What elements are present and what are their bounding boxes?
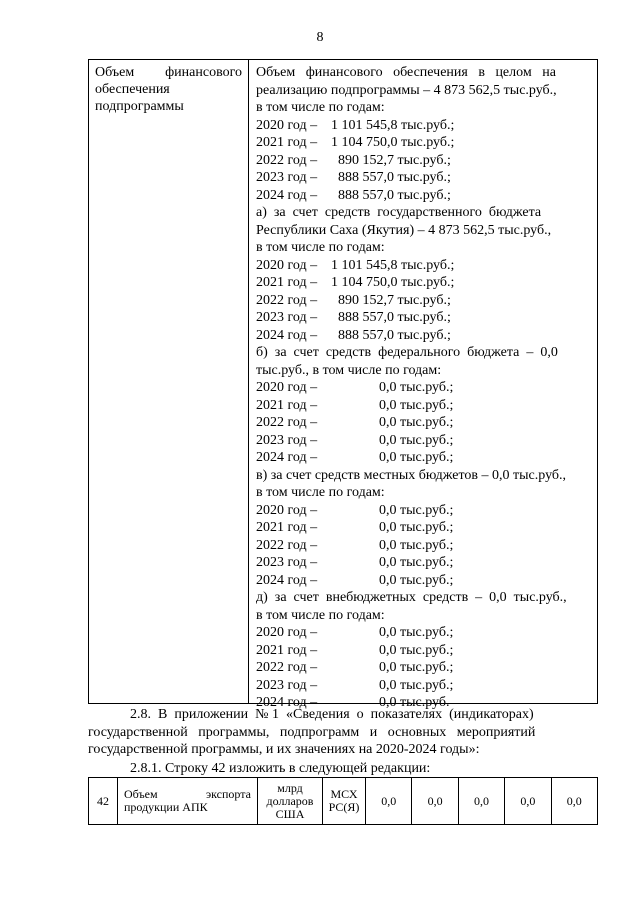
year-label: 2023 год – [256, 432, 318, 448]
year-label: 2024 год – [256, 450, 318, 465]
year-label: 2021 год – [256, 135, 321, 150]
year-label: 2022 год – [256, 537, 318, 553]
year-value: 1 101 545,8 тыс.руб.; [331, 117, 455, 133]
unit-line: млрд [277, 780, 303, 795]
year-label: 2024 год – [256, 327, 321, 343]
year-label: 2020 год – [256, 257, 321, 273]
org-line: МСХ [330, 787, 358, 801]
label-line: подпрограммы [95, 99, 184, 114]
year-value: 890 152,7 тыс.руб.; [331, 152, 451, 168]
text-line: д) за счет внебюджетных средств – 0,0 тыс.руб., [256, 590, 567, 605]
label-word: Объем [95, 65, 135, 80]
page-number: 8 [316, 30, 324, 45]
financing-label-cell [89, 60, 249, 703]
indicator-name [118, 778, 258, 825]
year-label: 2020 год – [256, 625, 318, 640]
year-row [256, 134, 590, 152]
year-label: 2021 год – [256, 520, 318, 535]
year-row [256, 257, 590, 275]
year-label: 2023 год – [256, 677, 318, 693]
year-row [256, 274, 590, 292]
year-value: 0,0 тыс.руб.; [379, 537, 454, 553]
year-value: 888 557,0 тыс.руб.; [331, 187, 451, 203]
year-label: 2022 год – [256, 660, 318, 675]
year-value: 0,0 тыс.руб.; [379, 660, 454, 675]
year-value: 0,0 тыс.руб.; [379, 450, 454, 465]
year-row [256, 572, 590, 590]
year-row [256, 677, 590, 695]
year-row [256, 397, 590, 415]
year-value: 0,0 тыс.руб.; [379, 380, 454, 395]
year-row [256, 624, 590, 642]
year-row [256, 292, 590, 310]
year-row [256, 502, 590, 520]
text-line: в) за счет средств местных бюджетов – 0,0 тыс.руб., [256, 467, 567, 483]
year-label: 2024 год – [256, 572, 318, 588]
text-line: Объем финансового обеспечения в целом на [256, 65, 556, 80]
year-row [256, 449, 590, 467]
year-label: 2021 год – [256, 275, 321, 290]
label-line: обеспечения [95, 82, 170, 97]
unit-cell [258, 778, 323, 825]
text-line: Республики Саха (Якутия) – 4 873 562,5 тыс.руб., [256, 222, 552, 238]
year-value: 888 557,0 тыс.руб.; [331, 327, 451, 343]
paragraph-2-8 [88, 706, 598, 759]
year-value: 890 152,7 тыс.руб.; [331, 292, 451, 308]
year-label: 2023 год – [256, 170, 321, 185]
year-value: 0,0 тыс.руб.; [379, 520, 454, 535]
year-label: 2021 год – [256, 397, 318, 413]
year-label: 2024 год – [256, 187, 321, 203]
year-row [256, 117, 590, 135]
org-cell [323, 778, 366, 825]
text-line: в том числе по годам: [256, 607, 385, 623]
year-value: 0,0 тыс.руб.; [379, 555, 454, 570]
year-value: 0,0 тыс.руб.; [379, 415, 454, 430]
year-label: 2022 год – [256, 292, 321, 308]
unit-line: США [275, 806, 305, 821]
year-value: 888 557,0 тыс.руб.; [331, 170, 451, 185]
year-row [256, 187, 590, 205]
year-row [256, 659, 590, 677]
year-row [256, 554, 590, 572]
value-cell: 0,0 [551, 778, 597, 825]
text-line: б) за счет средств федерального бюджета – 0,0 [256, 345, 558, 360]
year-row [256, 169, 590, 187]
year-label: 2023 год – [256, 555, 318, 570]
year-value: 0,0 тыс.руб.; [379, 677, 454, 693]
row-42-table [88, 777, 598, 825]
year-row [256, 152, 590, 170]
year-value: 0,0 тыс.руб. [379, 695, 450, 710]
year-value: 0,0 тыс.руб.; [379, 397, 454, 413]
org-line: РС(Я) [328, 800, 360, 814]
year-value: 888 557,0 тыс.руб.; [331, 310, 451, 325]
text-line: а) за счет средств государственного бюджета [256, 205, 542, 220]
name-word: экспорта [206, 787, 251, 801]
year-label: 2021 год – [256, 642, 318, 658]
value-cell: 0,0 [366, 778, 412, 825]
year-row [256, 537, 590, 555]
value-cell: 0,0 [505, 778, 551, 825]
year-row [256, 414, 590, 432]
table-row [89, 778, 598, 825]
year-label: 2023 год – [256, 310, 321, 325]
year-value: 0,0 тыс.руб.; [379, 432, 454, 448]
year-row [256, 642, 590, 660]
year-row [256, 432, 590, 450]
text-line: реализацию подпрограммы – 4 873 562,5 тыс.руб., [256, 82, 557, 98]
year-value: 0,0 тыс.руб.; [379, 625, 454, 640]
unit-line: долларов [266, 793, 314, 808]
year-value: 1 104 750,0 тыс.руб.; [331, 135, 455, 150]
year-value: 1 104 750,0 тыс.руб.; [331, 275, 455, 290]
year-label: 2024 год – [256, 695, 318, 710]
year-row [256, 379, 590, 397]
row-number: 42 [89, 778, 118, 825]
year-label: 2022 год – [256, 415, 318, 430]
label-word: финансового [165, 65, 242, 80]
financing-table [88, 59, 598, 710]
text-line: государственной программы, и их значениях на 2020-2024 годы»: [88, 742, 480, 757]
year-row [256, 519, 590, 537]
year-label: 2020 год – [256, 380, 318, 395]
year-value: 0,0 тыс.руб.; [379, 502, 454, 518]
text-line: тыс.руб., в том числе по годам: [256, 362, 442, 378]
year-value: 0,0 тыс.руб.; [379, 572, 454, 588]
name-word: Объем [124, 787, 158, 801]
year-label: 2020 год – [256, 117, 321, 133]
financing-value-cell [249, 60, 597, 710]
year-value: 0,0 тыс.руб.; [379, 642, 454, 658]
value-cell: 0,0 [458, 778, 504, 825]
text-line: государственной программы, подпрограмм и основных мероприятий [88, 724, 536, 740]
text-line: 2.8. В приложении № 1 «Сведения о показателях (индикаторах) [130, 707, 534, 722]
text-line: в том числе по годам: [256, 240, 385, 255]
value-cell: 0,0 [412, 778, 458, 825]
year-row [256, 309, 590, 327]
text-line: в том числе по годам: [256, 485, 385, 500]
name-line: продукции АПК [124, 800, 208, 814]
text-line: в том числе по годам: [256, 100, 385, 115]
paragraph-2-8-1: 2.8.1. Строку 42 изложить в следующей редакции: [130, 761, 431, 776]
year-row [256, 327, 590, 345]
year-label: 2022 год – [256, 152, 321, 168]
year-value: 1 101 545,8 тыс.руб.; [331, 257, 455, 273]
year-label: 2020 год – [256, 502, 318, 518]
